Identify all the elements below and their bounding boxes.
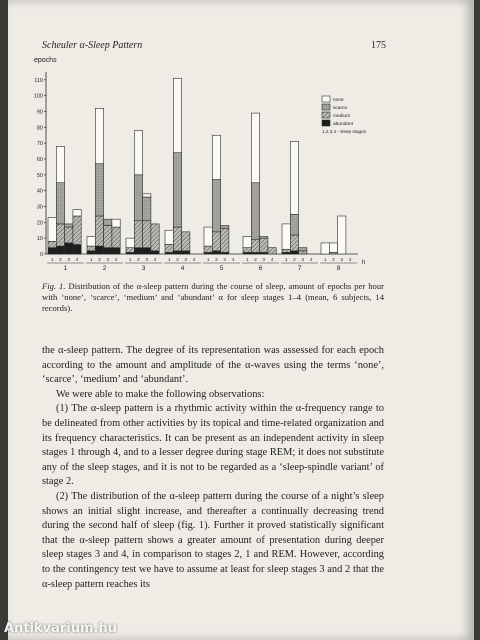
y-tick-label: 0 <box>39 252 43 258</box>
y-tick-label: 60 <box>36 157 43 163</box>
stage-tick-label: 4 <box>192 258 196 263</box>
alpha-sleep-chart <box>34 54 374 276</box>
bar-segment-none <box>282 224 290 249</box>
stage-tick-label: 1 <box>167 258 171 263</box>
bar-segment-medium <box>243 248 251 253</box>
y-tick-label: 30 <box>36 204 43 211</box>
y-tick-label: 110 <box>34 77 43 84</box>
bar-segment-none <box>204 227 212 246</box>
bar-segment-scarce <box>173 153 181 227</box>
y-tick-label: 20 <box>36 220 43 227</box>
bar-segment-scarce <box>221 226 229 229</box>
book-page <box>8 0 474 640</box>
bar-segment-abundant <box>182 251 190 254</box>
bar-segment-medium <box>87 246 95 251</box>
bar-segment-abundant <box>151 251 159 254</box>
stage-tick-label: 3 <box>301 258 305 263</box>
bar-segment-scarce <box>251 183 259 240</box>
bar-segment-none <box>134 131 142 175</box>
legend-note: 1,2,3,4 - sleep stages <box>322 129 366 134</box>
y-tick-label: 70 <box>36 141 43 148</box>
body-text <box>42 344 384 592</box>
bar-segment-medium <box>260 238 268 252</box>
hour-label: 7 <box>297 265 302 272</box>
bar-segment-medium <box>204 246 212 252</box>
bar-segment-abundant <box>173 251 181 254</box>
stage-tick-label: 4 <box>309 258 313 263</box>
caption-text: Distribution of the α-sleep pattern during the course of sleep, amount of epochs per hour with ‘none’, ‘scarce’, ‘medium’ and ‘abundant’ α for sleep stages 1–4 (mean, 6 subjects, 14 records). <box>42 281 384 313</box>
bar-segment-none <box>243 237 251 248</box>
stage-tick-label: 1 <box>284 258 288 263</box>
stage-tick-label: 2 <box>332 258 335 263</box>
bar-segment-scarce <box>143 197 151 221</box>
bar-segment-scarce <box>212 180 220 232</box>
bar-segment-none <box>95 108 103 163</box>
legend-label: abundant <box>333 122 354 127</box>
caption-label: Fig. 1. <box>42 281 66 291</box>
bar-segment-scarce <box>104 219 112 225</box>
bar-segment-abundant <box>134 248 142 254</box>
bar-segment-scarce <box>95 164 103 216</box>
bar-segment-medium <box>165 245 173 253</box>
hour-label: 1 <box>63 265 68 272</box>
bar-segment-medium <box>126 248 134 253</box>
bar-segment-medium <box>251 240 259 253</box>
bar-segment-medium <box>212 232 220 251</box>
bar-segment-scarce <box>299 248 307 251</box>
bar-segment-none <box>143 194 151 197</box>
bar-segment-abundant <box>95 246 103 254</box>
bar-segment-medium <box>221 229 229 253</box>
figure-caption <box>42 281 384 314</box>
stage-tick-label: 4 <box>348 258 352 263</box>
running-head-title: Scheuler α-Sleep Pattern <box>42 40 143 51</box>
stage-tick-label: 1 <box>245 258 249 263</box>
legend-swatch-scarce <box>322 104 330 110</box>
bar-segment-none <box>73 210 81 216</box>
bar-segment-abundant <box>212 251 220 254</box>
bar-segment-medium <box>134 221 142 248</box>
bar-segment-medium <box>182 232 190 251</box>
stage-tick-label: 3 <box>67 258 71 263</box>
stage-tick-label: 2 <box>137 258 140 263</box>
bar-segment-medium <box>65 227 73 243</box>
bar-segment-none <box>251 113 259 183</box>
bar-segment-none <box>126 238 134 248</box>
hour-label: 4 <box>180 265 185 272</box>
paragraph: the α-sleep pattern. The degree of its representation was assessed for each epoch according to the amount and amplitude of the α-waves using the terms ‘none’, ‘scarce’, ‘medium’ and ‘abundant’. <box>42 345 384 386</box>
bar-segment-medium <box>95 216 103 246</box>
bar-segment-abundant <box>65 243 73 254</box>
bar-segment-medium <box>282 249 290 252</box>
bar-segment-medium <box>151 224 159 251</box>
y-axis-label: epochs <box>34 57 57 64</box>
y-tick-label: 40 <box>36 188 43 195</box>
bar-segment-none <box>87 237 95 247</box>
legend-label: scarce <box>333 106 348 111</box>
hour-label: 6 <box>258 265 263 272</box>
stage-tick-label: 4 <box>114 258 118 263</box>
stage-tick-label: 2 <box>176 258 179 263</box>
bar-segment-none <box>321 243 329 254</box>
stage-tick-label: 4 <box>153 258 157 263</box>
bar-segment-medium <box>56 224 64 246</box>
stage-tick-label: 3 <box>223 258 227 263</box>
legend-swatch-abundant <box>322 120 330 126</box>
bar-segment-none <box>173 78 181 152</box>
stage-tick-label: 1 <box>50 258 54 263</box>
bar-segment-none <box>165 230 173 244</box>
bar-segment-abundant <box>87 251 95 254</box>
bar-segment-medium <box>268 248 276 254</box>
stage-tick-label: 2 <box>59 258 62 263</box>
bar-segment-abundant <box>104 248 112 254</box>
stage-tick-label: 3 <box>262 258 266 263</box>
bar-segment-scarce <box>260 237 268 239</box>
x-axis-label: h <box>362 260 366 266</box>
stage-tick-label: 3 <box>106 258 110 263</box>
bar-segment-medium <box>112 227 120 248</box>
hour-label: 5 <box>219 265 224 272</box>
hour-label: 2 <box>102 265 107 272</box>
bar-segment-abundant <box>56 246 64 254</box>
watermark-logo: Antikvarium.hu <box>4 621 117 636</box>
bar-segment-none <box>329 243 337 253</box>
legend-label: none <box>333 98 344 103</box>
bar-segment-scarce <box>290 214 298 235</box>
stage-tick-label: 4 <box>231 258 235 263</box>
paragraph: (2) The distribution of the α-sleep pattern during the course of a night’s sleep shows an initial slight increase, and thereafter a continually decreasing trend during the second half of sleep (fig. 1). Further it proved statistically significant that the α-sleep pattern shows a greater amount of presentation during deeper sleep stages 3 and 4, in comparison to stages 2, 1 and REM. However, according to the contingency test we have to assume at least for sleep stages 3 and 2 that the α-sleep pattern reaches its <box>42 490 384 590</box>
bar-segment-abundant <box>73 245 81 255</box>
bar-segment-scarce <box>65 224 73 227</box>
legend-label: medium <box>333 114 351 119</box>
bar-segment-medium <box>104 226 112 248</box>
bar-segment-abundant <box>290 251 298 254</box>
bar-segment-scarce <box>134 175 142 221</box>
stage-tick-label: 2 <box>98 258 101 263</box>
y-tick-label: 80 <box>36 125 43 132</box>
bar-segment-none <box>48 218 56 242</box>
page-number: 175 <box>371 40 386 51</box>
bar-segment-medium <box>299 251 307 254</box>
y-tick-label: 50 <box>36 172 43 179</box>
stage-tick-label: 1 <box>128 258 132 263</box>
bar-segment-medium <box>143 221 151 248</box>
stage-tick-label: 2 <box>293 258 296 263</box>
stage-tick-label: 3 <box>340 258 344 263</box>
stage-tick-label: 4 <box>270 258 274 263</box>
stage-tick-label: 4 <box>75 258 79 263</box>
bar-segment-abundant <box>143 248 151 254</box>
y-tick-label: 10 <box>36 236 43 243</box>
bar-segment-none <box>112 219 120 227</box>
stage-tick-label: 2 <box>254 258 257 263</box>
running-head <box>42 40 386 54</box>
hour-label: 8 <box>336 265 341 272</box>
stage-tick-label: 3 <box>145 258 149 263</box>
paragraph: (1) The α-sleep pattern is a rhythmic activity within the α-frequency range to be delineated from other activities by its topical and time-related organization and its frequency characteristics. It can be present as an independent activity in sleep stages 1 through 4, and to a lesser degree during stage REM; it does not substitute any of the sleep stages, and it is not to be regarded as a ‘sleep-spindle variant’ of stage 2. <box>42 403 384 488</box>
bar-segment-medium <box>73 216 81 245</box>
bar-segment-none <box>290 142 298 215</box>
bar-segment-medium <box>290 235 298 251</box>
stage-tick-label: 1 <box>206 258 210 263</box>
y-tick-label: 100 <box>34 93 43 100</box>
stage-tick-label: 2 <box>215 258 218 263</box>
bar-segment-scarce <box>56 183 64 224</box>
legend-swatch-none <box>322 96 330 102</box>
bar-segment-none <box>56 146 64 182</box>
stage-tick-label: 1 <box>323 258 327 263</box>
hour-label: 3 <box>141 265 146 272</box>
bar-segment-none <box>212 135 220 179</box>
bar-segment-medium <box>48 241 56 247</box>
y-tick-label: 90 <box>36 109 43 116</box>
stage-tick-label: 1 <box>89 258 93 263</box>
bar-segment-abundant <box>48 248 56 254</box>
legend-swatch-medium <box>322 112 330 118</box>
bar-segment-medium <box>173 227 181 251</box>
bar-segment-abundant <box>112 248 120 254</box>
stage-tick-label: 3 <box>184 258 188 263</box>
bar-segment-none <box>338 216 346 254</box>
paragraph: We were able to make the following observations: <box>56 388 265 400</box>
